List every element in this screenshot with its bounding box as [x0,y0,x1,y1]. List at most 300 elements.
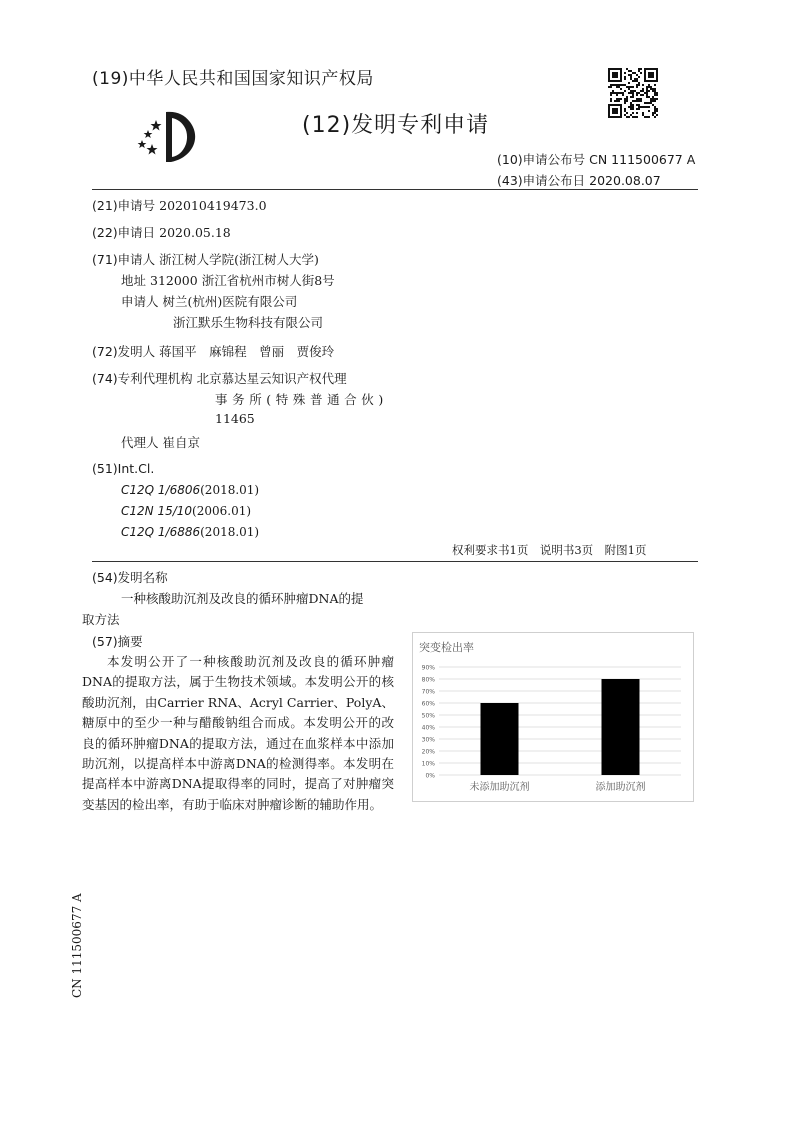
bar [481,703,519,775]
qr-module [608,70,610,72]
qr-module [610,104,612,106]
ipc-year: (2018.01) [200,483,260,497]
qr-module [616,110,618,112]
qr-module [638,76,640,78]
qr-module [612,90,614,92]
qr-module [620,68,622,70]
qr-module [652,100,654,102]
qr-module [620,104,622,106]
qr-module [630,106,632,108]
qr-module [616,86,618,88]
qr-module [624,72,626,74]
qr-module [626,86,628,88]
qr-module [626,68,628,70]
qr-module [638,68,640,70]
qr-module [626,116,628,118]
qr-module [610,94,612,96]
logo-star-4 [147,144,158,155]
qr-module [646,94,648,96]
qr-module [644,116,646,118]
qr-module [612,108,614,110]
qr-module [644,80,646,82]
qr-module [630,104,632,106]
qr-module [634,78,636,80]
qr-module [648,84,650,86]
logo-star-1 [151,120,162,131]
qr-module [636,104,638,106]
qr-module [648,68,650,70]
qr-module [616,74,618,76]
qr-module [616,94,618,96]
ipc-row [121,525,259,539]
qr-module [642,90,644,92]
qr-module [642,94,644,96]
qr-module [620,78,622,80]
qr-module [656,108,658,110]
qr-module [624,108,626,110]
qr-module [620,116,622,118]
y-tick-label: 30% [421,736,435,744]
qr-module [632,96,634,98]
qr-module [632,106,634,108]
qr-module [652,72,654,74]
chart-title: 突变检出率 [419,641,474,654]
qr-module [610,116,612,118]
qr-module [628,92,630,94]
qr-module [624,90,626,92]
qr-module [622,84,624,86]
qr-module [642,84,644,86]
qr-module [618,80,620,82]
qr-module [626,96,628,98]
header-divider [92,189,698,190]
qr-module [608,68,610,70]
qr-module [650,100,652,102]
qr-module [650,86,652,88]
qr-module [612,116,614,118]
qr-module [620,106,622,108]
qr-module [636,108,638,110]
qr-module [654,80,656,82]
chart-grid [439,667,681,775]
qr-module [630,92,632,94]
qr-module [608,86,610,88]
qr-module [634,100,636,102]
qr-module [654,84,656,86]
qr-module [614,74,616,76]
application-number-label: (21)申请号 [92,198,156,213]
qr-module [614,84,616,86]
qr-module [612,68,614,70]
bar [602,679,640,775]
qr-module [616,104,618,106]
qr-module [612,104,614,106]
qr-module [614,68,616,70]
qr-module [618,100,620,102]
x-tick-label: 添加助沉剂 [595,782,646,793]
qr-module [614,72,616,74]
qr-module [620,72,622,74]
qr-module [648,110,650,112]
qr-module [642,112,644,114]
qr-module [620,70,622,72]
qr-module [614,80,616,82]
qr-module [648,74,650,76]
logo-emblem [166,112,195,162]
qr-module [638,82,640,84]
qr-module [632,94,634,96]
qr-module [650,80,652,82]
y-tick-label: 50% [421,712,435,720]
qr-module [644,72,646,74]
qr-module [654,116,656,118]
agency-name-2: 事务所(特殊普通合伙) [215,392,388,407]
qr-module [644,76,646,78]
qr-code [608,68,658,118]
qr-module [624,110,626,112]
qr-module [616,116,618,118]
qr-module [620,88,622,90]
qr-module [636,94,638,96]
qr-module [610,86,612,88]
qr-module [610,68,612,70]
co-applicant-name-2: 浙江默乐生物科技有限公司 [173,315,324,330]
qr-module [654,100,656,102]
qr-module [608,72,610,74]
qr-module [630,96,632,98]
qr-module [628,74,630,76]
qr-module [632,108,634,110]
qr-module [616,80,618,82]
qr-module [620,108,622,110]
abstract-figure [412,632,694,802]
qr-module [642,114,644,116]
qr-module [642,106,644,108]
qr-module [654,110,656,112]
qr-module [646,102,648,104]
qr-module [624,78,626,80]
inventor-row [92,342,334,360]
qr-module [628,116,630,118]
document-type-title: (12)发明专利申请 [302,113,490,138]
qr-module [614,100,616,102]
address-row [121,271,335,289]
qr-module [656,76,658,78]
qr-module [630,76,632,78]
qr-module [624,84,626,86]
qr-module [638,98,640,100]
qr-module [656,92,658,94]
qr-module [646,106,648,108]
qr-module [652,98,654,100]
qr-module [648,116,650,118]
qr-module [640,100,642,102]
y-tick-label: 60% [421,700,435,708]
qr-module [622,94,624,96]
qr-module [608,106,610,108]
qr-module [618,86,620,88]
qr-module [656,98,658,100]
qr-module [652,90,654,92]
ipc-code: C12Q 1/6806 [121,483,201,497]
qr-module [636,116,638,118]
qr-module [640,106,642,108]
authority-title: (19)中华人民共和国国家知识产权局 [92,69,374,89]
qr-module [648,76,650,78]
qr-module [644,68,646,70]
qr-module [644,106,646,108]
qr-module [636,98,638,100]
qr-module [632,92,634,94]
qr-module [652,88,654,90]
qr-module [612,72,614,74]
qr-module [612,112,614,114]
qr-module [608,76,610,78]
qr-module [630,86,632,88]
agency-label: (74)专利代理机构 [92,371,193,386]
qr-module [652,114,654,116]
invention-title-label: (54)发明名称 [92,570,168,585]
qr-module [608,108,610,110]
qr-module [618,84,620,86]
qr-module [630,74,632,76]
qr-module [646,88,648,90]
qr-module [608,110,610,112]
qr-module [636,100,638,102]
application-date-row [92,223,231,241]
publication-date: (43)申请公布日 2020.08.07 [497,173,661,188]
qr-module [634,72,636,74]
qr-module [620,112,622,114]
qr-module [644,78,646,80]
qr-module [638,92,640,94]
qr-module [618,92,620,94]
ipc-year: (2006.01) [192,504,252,518]
qr-module [640,72,642,74]
qr-module [632,100,634,102]
qr-module [620,80,622,82]
qr-module [652,74,654,76]
biblio-divider [92,561,698,562]
qr-module [636,86,638,88]
qr-module [616,100,618,102]
qr-module [656,94,658,96]
qr-module [644,92,646,94]
y-tick-label: 70% [421,688,435,696]
qr-module [612,92,614,94]
qr-module [616,108,618,110]
qr-module [632,72,634,74]
qr-module [636,74,638,76]
qr-module [618,104,620,106]
qr-module [650,72,652,74]
qr-module [656,78,658,80]
ipc-year: (2018.01) [200,525,260,539]
qr-module [654,88,656,90]
agent-row [121,433,200,451]
qr-module [620,110,622,112]
address-label: 地址 [121,273,147,288]
qr-module [638,84,640,86]
qr-module [652,112,654,114]
inventor-names: 蒋国平 麻锦程 曾丽 贾俊玲 [159,344,335,359]
side-publication-label [70,888,90,998]
qr-module [648,80,650,82]
qr-module [618,116,620,118]
qr-module [612,74,614,76]
qr-module [648,86,650,88]
address: 312000 浙江省杭州市树人街8号 [150,273,335,288]
qr-module [650,76,652,78]
qr-module [656,74,658,76]
qr-module [610,100,612,102]
qr-module [628,88,630,90]
chart-x-axis [470,780,646,793]
qr-module [614,108,616,110]
abstract-text [82,652,394,815]
qr-module [654,106,656,108]
qr-module [620,98,622,100]
qr-module [652,80,654,82]
qr-module [636,112,638,114]
application-number: 202010419473.0 [159,198,267,213]
agent-name: 崔自京 [162,435,201,450]
qr-module [652,76,654,78]
side-publication-number: CN 111500677 A [70,893,84,998]
qr-module [610,98,612,100]
qr-module [632,116,634,118]
qr-module [646,86,648,88]
qr-module [652,68,654,70]
qr-module [616,72,618,74]
qr-module [644,102,646,104]
qr-module [626,112,628,114]
qr-module [620,92,622,94]
qr-module [632,90,634,92]
qr-module [608,74,610,76]
qr-module [620,84,622,86]
qr-module [656,70,658,72]
qr-module [636,84,638,86]
qr-module [610,80,612,82]
qr-module [650,68,652,70]
qr-module [644,70,646,72]
publication-number: (10)申请公布号 CN 111500677 A [497,152,696,167]
logo-star-3 [138,140,147,148]
agency-row [92,369,347,387]
qr-module [612,110,614,112]
qr-module [632,86,634,88]
qr-module [608,114,610,116]
qr-module [614,92,616,94]
qr-module [646,96,648,98]
qr-module [608,78,610,80]
qr-module [616,98,618,100]
y-tick-label: 40% [421,724,435,732]
qr-module [636,92,638,94]
qr-module [634,80,636,82]
qr-module [628,86,630,88]
y-tick-label: 20% [421,748,435,756]
agency-name-1: 北京慕达星云知识产权代理 [196,371,347,386]
y-tick-label: 10% [421,760,435,768]
qr-module [642,88,644,90]
qr-module [656,114,658,116]
qr-module [650,102,652,104]
qr-module [648,72,650,74]
qr-module [654,98,656,100]
qr-module [620,114,622,116]
qr-module [608,112,610,114]
qr-module [656,80,658,82]
qr-module [640,68,642,70]
qr-module [614,112,616,114]
qr-module [616,68,618,70]
qr-module [628,82,630,84]
qr-module [640,98,642,100]
qr-module [624,102,626,104]
qr-module [612,84,614,86]
qr-module [648,90,650,92]
qr-module [654,112,656,114]
qr-module [608,80,610,82]
qr-module [648,106,650,108]
qr-module [632,104,634,106]
qr-module [620,76,622,78]
application-number-row [92,196,267,214]
qr-module [624,114,626,116]
inventor-label: (72)发明人 [92,344,156,359]
qr-module [646,80,648,82]
qr-module [652,96,654,98]
agency-code: 11465 [215,411,255,426]
qr-module [616,76,618,78]
applicant-row [92,250,319,268]
co-applicant-label: 申请人 [121,294,159,309]
qr-module [634,90,636,92]
qr-module [656,68,658,70]
qr-module [614,110,616,112]
invention-title-line-2: 取方法 [82,612,120,627]
abstract-label: (57)摘要 [92,634,143,649]
application-date-label: (22)申请日 [92,225,156,240]
qr-module [630,70,632,72]
qr-module [636,78,638,80]
qr-module [614,116,616,118]
qr-module [654,94,656,96]
qr-module [622,92,624,94]
agent-label: 代理人 [121,435,159,450]
qr-module [638,106,640,108]
qr-module [616,84,618,86]
applicant-label: (71)申请人 [92,252,156,267]
int-cl-label: (51)Int.Cl. [92,461,155,476]
ipc-row [121,483,259,497]
ipc-code: C12Q 1/6886 [121,525,201,539]
page-count-note: 权利要求书1页 说明书3页 附图1页 [452,543,647,557]
co-applicant-name-1: 树兰(杭州)医院有限公司 [162,294,298,309]
qr-module [614,76,616,78]
qr-module [656,110,658,112]
qr-module [654,92,656,94]
qr-module [624,76,626,78]
qr-module [646,92,648,94]
qr-module [608,104,610,106]
qr-module [610,84,612,86]
qr-module [648,102,650,104]
qr-module [628,106,630,108]
logo-star-2 [144,130,153,138]
